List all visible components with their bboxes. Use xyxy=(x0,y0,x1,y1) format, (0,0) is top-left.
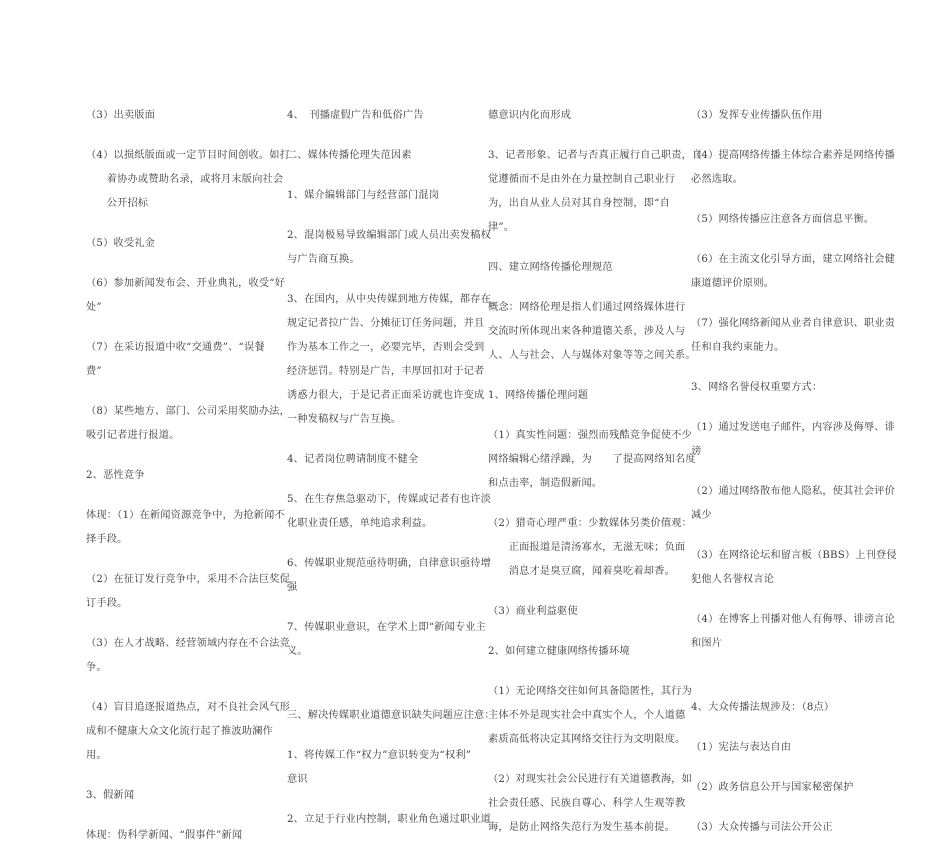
text-line: 2、混岗极易导致编辑部门或人员出卖发稿权 xyxy=(287,230,492,241)
paragraph-spacer xyxy=(691,400,881,416)
text-line: 2、立足于行业内控制，职业角色通过职业道 xyxy=(287,814,492,825)
paragraph xyxy=(287,616,487,664)
paragraph xyxy=(488,256,678,280)
text-line: （3）发挥专业传播队伍作用 xyxy=(691,110,823,121)
paragraph xyxy=(691,312,896,360)
text-line: 4、记者岗位聘请制度不健全 xyxy=(287,454,419,465)
paragraph-spacer xyxy=(691,656,881,672)
paragraph xyxy=(691,816,881,840)
paragraph-spacer xyxy=(287,536,477,552)
text-line: 三、解决传媒职业道德意识缺失问题应注意： xyxy=(287,710,495,721)
paragraph xyxy=(488,768,693,840)
text-line: （3）大众传播与司法公开公正 xyxy=(691,822,833,833)
paragraph-spacer xyxy=(86,808,278,824)
paragraph xyxy=(86,696,291,768)
paragraph xyxy=(691,104,881,128)
text-line: 经济惩罚。特别是广告，丰厚回扣对于记者 xyxy=(287,366,485,377)
text-line: （6）在主流文化引导方面，建立网络社会健 xyxy=(691,254,896,265)
paragraph xyxy=(287,288,492,432)
paragraph xyxy=(691,544,897,592)
text-line: （3）在网络论坛和留言板（BBS）上刊登侵 xyxy=(691,550,897,561)
paragraph xyxy=(86,824,278,848)
paragraph xyxy=(86,568,291,616)
paragraph-spacer xyxy=(287,168,477,184)
text-line: 康道德评价原则。 xyxy=(691,278,775,289)
paragraph xyxy=(287,184,477,208)
text-line: 公开招标 xyxy=(86,198,149,209)
text-line: 订手段。 xyxy=(86,598,128,609)
text-line: 一种发稿权与广告互换。 xyxy=(287,414,402,425)
text-line: （1）宪法与表达自由 xyxy=(691,742,792,753)
paragraph-spacer xyxy=(287,272,477,288)
text-line: 体现：（1）在新闻资源竞争中，为抢新闻不 xyxy=(86,510,285,521)
paragraph-spacer xyxy=(488,368,678,384)
text-line: 费” xyxy=(86,366,102,377)
text-line: 必然选取。 xyxy=(691,174,743,185)
text-line: 着协办或赞助名录，或将月末版向社会 xyxy=(86,174,284,185)
text-line: （1）通过发送电子邮件，内容涉及侮辱、诽 xyxy=(691,422,896,433)
text-line: （6）参加新闻发布会、开业典礼，收受“好 xyxy=(86,278,286,289)
paragraph xyxy=(691,480,896,528)
text-line: 化职业责任感，单纯追求利益。 xyxy=(287,518,433,529)
paragraph-spacer xyxy=(691,464,881,480)
text-line: 体现：伪科学新闻、“假事件”新闻 xyxy=(86,830,243,841)
paragraph-spacer xyxy=(86,216,278,232)
text-line: （2）对现实社会公民进行有关道德教海，如 xyxy=(488,774,693,785)
text-line: 7、传媒职业意识，在学术上即“新闻专业主 xyxy=(287,622,487,633)
paragraph-spacer xyxy=(287,832,477,848)
paragraph xyxy=(691,416,896,464)
paragraph-spacer xyxy=(86,448,278,464)
text-line: （4）提高网络传播主体综合素养是网络传播 xyxy=(691,150,896,161)
text-line: （1）无论网络交往如何具备隐匿性，其行为 xyxy=(488,686,693,697)
text-line: 义。 xyxy=(287,646,308,657)
text-line: 3、网络名誉侵权重要方式： xyxy=(691,382,823,393)
paragraph-spacer xyxy=(691,800,881,816)
text-line: 用。 xyxy=(86,750,107,761)
text-line: 主体不外是现实社会中真实个人，个人道德 xyxy=(488,710,686,721)
paragraph xyxy=(488,640,678,664)
paragraph xyxy=(287,552,492,600)
text-line: 概念：网络伦理是指人们通过网络媒体进行 xyxy=(488,302,686,313)
paragraph xyxy=(488,384,678,408)
text-line: （3）商业利益驱使 xyxy=(488,606,578,617)
paragraph-spacer xyxy=(488,128,678,144)
text-line: 与广告商互换。 xyxy=(287,254,360,265)
paragraph xyxy=(287,488,492,536)
text-line: 人、人与社会、人与媒体对象等等之间关系。 xyxy=(488,350,696,361)
text-line: 社会责任感、民族自尊心、科学人生观等教 xyxy=(488,798,686,809)
paragraph-spacer xyxy=(287,128,477,144)
paragraph-spacer xyxy=(287,792,477,808)
paragraph xyxy=(488,144,703,240)
paragraph xyxy=(691,248,896,296)
paragraph xyxy=(86,336,278,384)
text-line: （2）猎奇心理严重：少数媒体另类价值观： xyxy=(488,518,693,529)
text-line: 四、建立网络传播伦理规范 xyxy=(488,262,613,273)
text-line: 3、假新闻 xyxy=(86,790,135,801)
paragraph xyxy=(86,400,291,448)
paragraph-spacer xyxy=(488,840,678,856)
text-line: 1、将传媒工作“权力”意识转变为“权利” xyxy=(287,750,472,761)
paragraph xyxy=(287,808,492,832)
text-column-1 xyxy=(86,104,291,864)
paragraph-spacer xyxy=(86,384,278,400)
paragraph-spacer xyxy=(488,280,678,296)
section-spacer xyxy=(691,672,881,696)
paragraph-spacer xyxy=(691,360,881,376)
text-line: （5）收受礼金 xyxy=(86,238,156,249)
text-line: 吸引记者进行报道。 xyxy=(86,430,180,441)
paragraph-spacer xyxy=(488,624,678,640)
paragraph xyxy=(488,104,678,128)
paragraph xyxy=(488,512,693,584)
text-line: 网络编辑心绪浮躁，为 了提高网络知名度 xyxy=(488,454,696,465)
paragraph-spacer xyxy=(488,752,678,768)
text-line: 德意识内化而形成 xyxy=(488,110,572,121)
text-line: 减少 xyxy=(691,510,712,521)
paragraph-spacer xyxy=(691,720,881,736)
text-line: 和点击率，制造假新闻。 xyxy=(488,478,603,489)
text-line: 和图片 xyxy=(691,638,723,649)
paragraph-spacer xyxy=(287,600,477,616)
text-line: 3、在国内，从中央传媒到地方传媒，都存在 xyxy=(287,294,492,305)
paragraph-spacer xyxy=(488,408,678,424)
text-line: 意识 xyxy=(287,774,308,785)
text-line: （3）出卖版面 xyxy=(86,110,156,121)
paragraph xyxy=(86,104,278,128)
paragraph-spacer xyxy=(86,680,278,696)
text-line: 任和自我约束能力。 xyxy=(691,342,785,353)
paragraph-spacer xyxy=(488,664,678,680)
text-line: 争。 xyxy=(86,662,107,673)
paragraph xyxy=(691,696,881,720)
paragraph-spacer xyxy=(86,256,278,272)
paragraph-spacer xyxy=(691,232,881,248)
text-line: （2）通过网络散布他人隐私，使其社会评价 xyxy=(691,486,896,497)
paragraph xyxy=(691,736,881,760)
paragraph-spacer xyxy=(691,528,881,544)
text-line: 觉遵循而不是由外在力量控制自己职业行 xyxy=(488,174,675,185)
text-line: 诲，是防止网络失范行为发生基本前提。 xyxy=(488,822,675,833)
paragraph xyxy=(287,224,492,272)
text-line: 5、在生存焦急驱动下，传媒或记者有也许淡 xyxy=(287,494,492,505)
paragraph xyxy=(287,144,477,168)
paragraph-spacer xyxy=(488,496,678,512)
text-line: 犯他人名誉权言论 xyxy=(691,574,775,585)
paragraph xyxy=(86,464,278,488)
text-line: 正面报道是清汤寡水，无滋无味；负面 xyxy=(488,542,686,553)
paragraph-spacer xyxy=(86,616,278,632)
text-line: （8）某些地方、部门、公司采用奖励办法， xyxy=(86,406,291,417)
paragraph-spacer xyxy=(287,664,477,680)
text-line: 择手段。 xyxy=(86,534,128,545)
paragraph xyxy=(86,784,278,808)
text-column-2 xyxy=(287,104,495,848)
paragraph xyxy=(691,208,881,232)
text-line: 诱惑力很大，于是记者正面采访就也许变成 xyxy=(287,390,485,401)
paragraph-spacer xyxy=(86,488,278,504)
text-line: （1）真实性问题：强烈而残酷竞争促使不少 xyxy=(488,430,693,441)
paragraph-spacer xyxy=(691,840,881,856)
text-line: 1、网络传播伦理问题 xyxy=(488,390,589,401)
text-line: （2）政务信息公开与国家秘密保护 xyxy=(691,782,854,793)
text-line: 6、传媒职业规范亟待明确，自律意识亟待增 xyxy=(287,558,492,569)
text-line: （7）强化网络新闻从业者自律意识、职业责 xyxy=(691,318,896,329)
text-line: 交流时所体现出来各种道德关系，涉及人与 xyxy=(488,326,686,337)
text-line: 作为基本工作之一，必要完毕，否则会受到 xyxy=(287,342,485,353)
paragraph xyxy=(86,632,291,680)
paragraph-spacer xyxy=(488,240,678,256)
paragraph-spacer xyxy=(691,592,881,608)
text-line: 消息才是臭豆腐，闻着臭吃着却香。 xyxy=(488,566,675,577)
paragraph-spacer xyxy=(691,760,881,776)
paragraph xyxy=(86,272,286,320)
text-line: 成和不健康大众文化流行起了推波助澜作 xyxy=(86,726,273,737)
text-line: （4）在博客上刊播对他人有侮辱、诽谤言论 xyxy=(691,614,896,625)
paragraph-spacer xyxy=(86,768,278,784)
text-line: 处” xyxy=(86,302,102,313)
text-line: 为，出自从业人员对其自身控制，即“自 xyxy=(488,198,670,209)
text-line: 2、恶性竞争 xyxy=(86,470,145,481)
paragraph-spacer xyxy=(691,192,881,208)
section-spacer xyxy=(287,680,477,704)
text-line: 谤 xyxy=(691,446,702,457)
text-line: 规定记者拉广告、分摊征订任务问题，并且 xyxy=(287,318,485,329)
paragraph xyxy=(287,448,477,472)
paragraph xyxy=(488,600,678,624)
text-line: （4）盲目追逐报道热点，对不良社会风气形 xyxy=(86,702,291,713)
text-line: 强 xyxy=(287,582,298,593)
text-line: 二、媒体传播伦理失范因素 xyxy=(287,150,412,161)
paragraph xyxy=(691,608,896,656)
text-column-4 xyxy=(691,104,897,856)
text-line: 素质高低将决定其网络交往行为文明限度。 xyxy=(488,734,686,745)
text-line: 律”。 xyxy=(488,222,515,233)
paragraph-spacer xyxy=(287,728,477,744)
text-line: （2）在征订发行竞争中，采用不合法巨奖促 xyxy=(86,574,291,585)
paragraph xyxy=(86,504,285,552)
text-line: 2、如何建立健康网络传播环境 xyxy=(488,646,630,657)
text-line: （7）在采访报道中收“交通费”、“误餐 xyxy=(86,342,265,353)
paragraph-spacer xyxy=(691,296,881,312)
text-line: （4）以损纸版面或一定节目时间创收。如打 xyxy=(86,150,291,161)
paragraph-spacer xyxy=(86,320,278,336)
paragraph xyxy=(488,680,693,752)
paragraph-spacer xyxy=(287,472,477,488)
paragraph-spacer xyxy=(86,128,278,144)
paragraph-spacer xyxy=(287,208,477,224)
paragraph xyxy=(691,776,881,800)
paragraph xyxy=(287,704,495,728)
paragraph xyxy=(287,104,477,128)
paragraph-spacer xyxy=(86,552,278,568)
paragraph xyxy=(287,744,477,792)
paragraph-spacer xyxy=(287,432,477,448)
text-line: 3、记者形象、记者与否真正履行自己职责，自 xyxy=(488,150,703,161)
paragraph xyxy=(488,424,696,496)
text-line: 4、大众传播法规涉及：（8点） xyxy=(691,702,835,713)
paragraph-spacer xyxy=(86,848,278,864)
text-line: （5）网络传播应注意各方面信息平衡。 xyxy=(691,214,875,225)
text-line: 4、 刊播虚假广告和低俗广告 xyxy=(287,110,424,121)
paragraph xyxy=(691,376,881,400)
paragraph-spacer xyxy=(691,128,881,144)
text-line: 1、媒介编辑部门与经营部门混岗 xyxy=(287,190,440,201)
paragraph xyxy=(86,144,291,216)
paragraph-spacer xyxy=(488,584,678,600)
paragraph xyxy=(691,144,896,192)
paragraph xyxy=(488,296,696,368)
text-line: （3）在人才战略、经营领域内存在不合法竞 xyxy=(86,638,291,649)
paragraph xyxy=(86,232,278,256)
